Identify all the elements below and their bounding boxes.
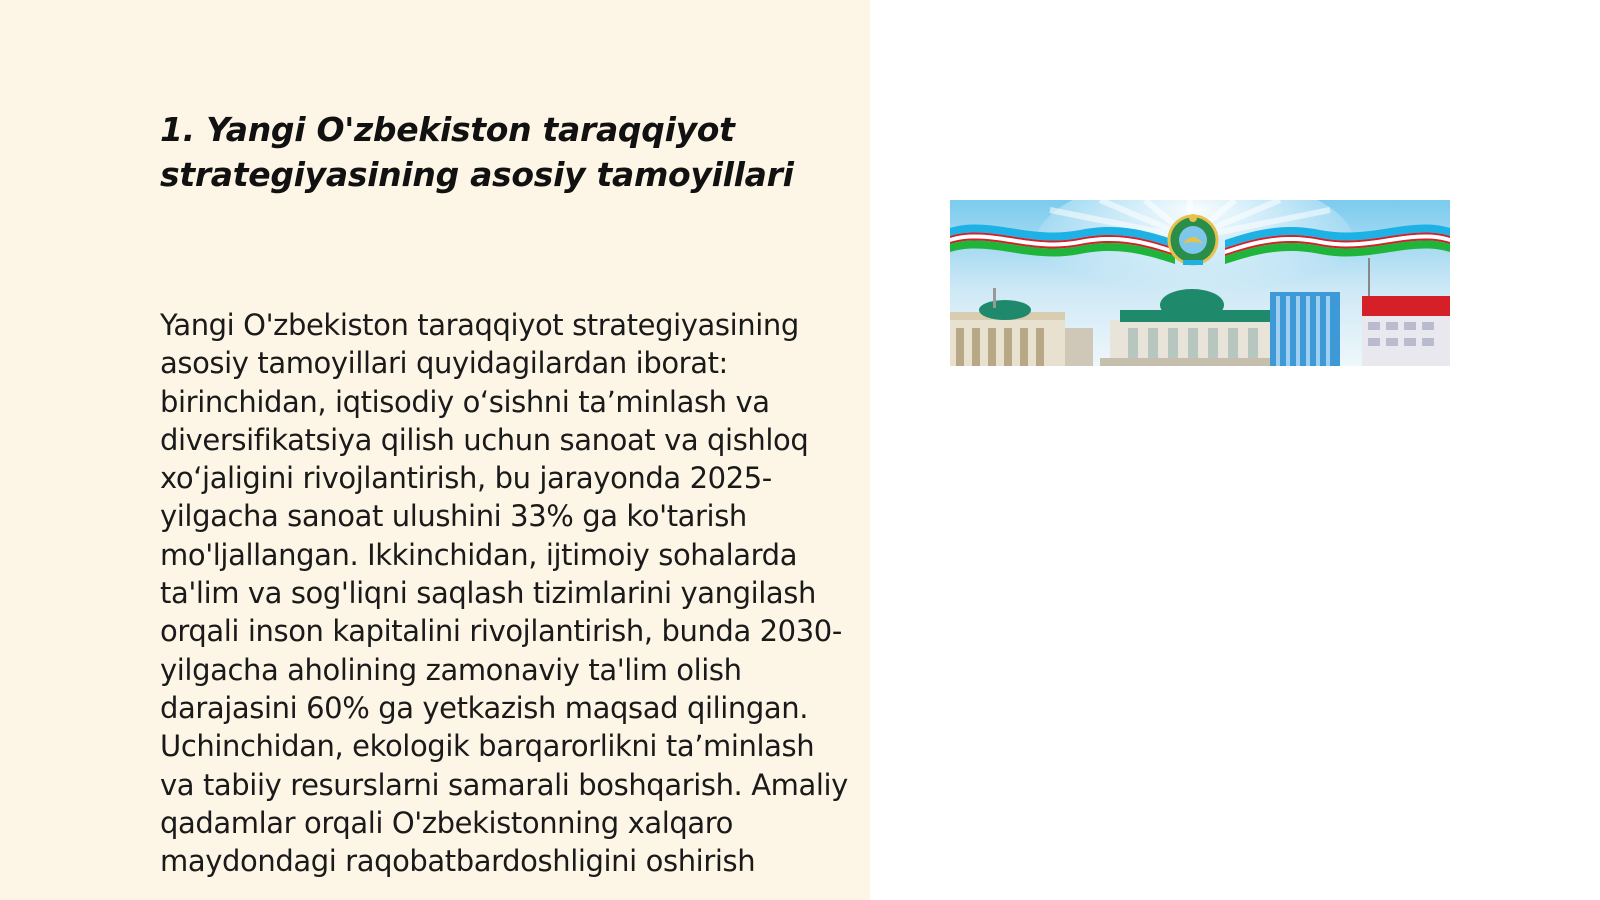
slide-body-text: Yangi O'zbekiston taraqqiyot strategiyasining asosiy tamoyillari quyidagilardan iborat: birinchidan, iqtisodiy o‘sishni ta’minlash va diversifikatsiya qilish uchun sanoat va qishloq xo‘jaligini rivojlantirish, bu jarayonda 2025-yilgacha sanoat ulushini 33% ga ko'tarish mo'ljallangan. Ikkinchidan, ijtimoiy sohalarda ta'lim va sog'liqni saqlash tizimlarini yangilash orqali inson kapitalini rivojlantirish, bunda 2030-yilgacha aholining zamonaviy ta'lim olish darajasini 60% ga yetkazish maqsad qilingan. Uchinchidan, ekologik barqarorlikni ta’minlash va tabiiy resurslarni samarali boshqarish. Amaliy qadamlar orqali O'zbekistonning xalqaro maydondagi raqobatbardoshligini oshirish	[160, 308, 848, 879]
uzbekistan-emblem-icon	[1169, 214, 1217, 265]
building-glass-tower	[1270, 292, 1340, 366]
banner-illustration	[950, 200, 1450, 366]
slide-title: 1. Yangi O'zbekiston taraqqiyot strategiyasining asosiy tamoyillari	[160, 110, 794, 194]
uzbekistan-banner-image	[950, 200, 1450, 366]
